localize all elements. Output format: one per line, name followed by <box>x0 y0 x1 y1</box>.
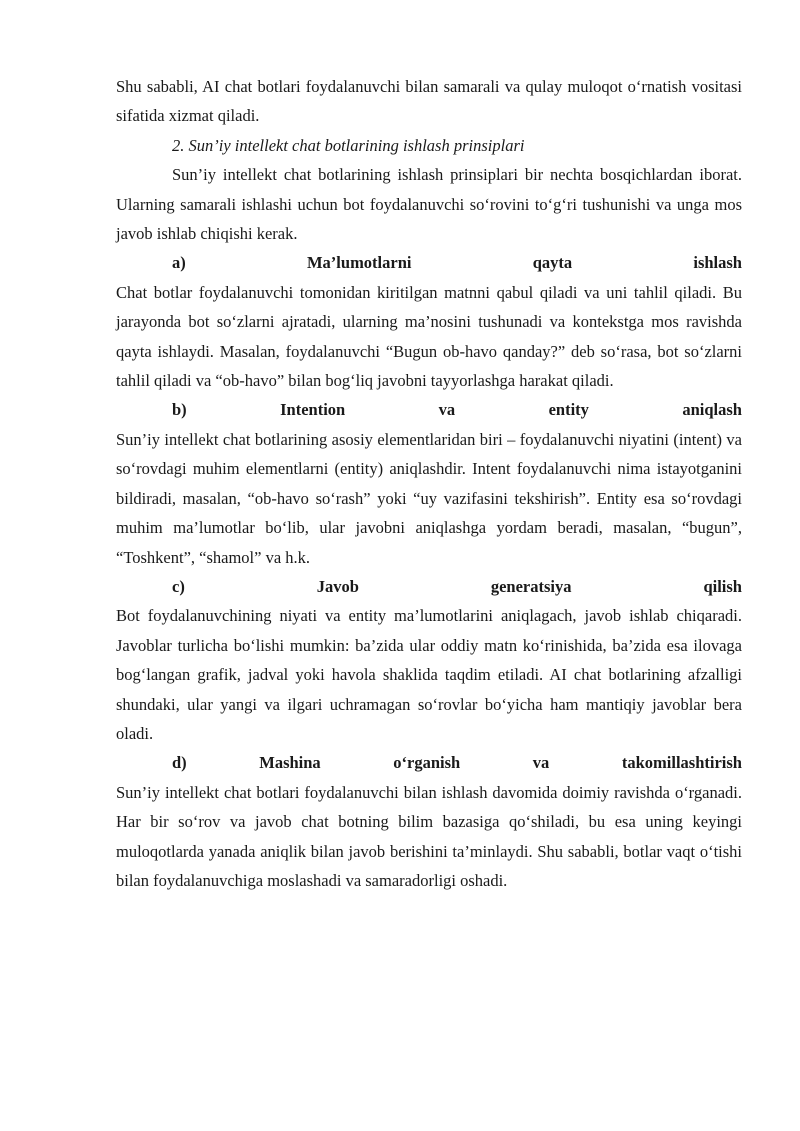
heading-word: Ma’lumotlarni <box>306 253 412 273</box>
subsection-body: Chat botlar foydalanuvchi tomonidan kiritilgan matnni qabul qiladi va uni tahlil qiladi. Bu jarayonda bot so‘zlarni ajratadi, ularning ma’nosini tushunadi va kontekstga mos ravishda qayta ishlaydi. Masalan, foydalanuvchi “Bugun ob-havo qanday?” deb so‘rasa, bot so‘zlarni tahlil qiladi va “ob-havo” bilan bog‘liq javobni tayyorlashga harakat qiladi. <box>116 282 742 391</box>
subsection-heading <box>116 572 742 601</box>
subsection-d <box>116 748 742 895</box>
heading-word: Mashina <box>259 753 321 773</box>
heading-word: c) <box>172 576 185 596</box>
subsection-a <box>116 248 742 395</box>
heading-word: va <box>438 400 456 420</box>
subsection-heading <box>116 248 742 277</box>
subsection-heading <box>116 748 742 777</box>
heading-word: generatsiya <box>490 576 572 596</box>
subsection-body: Bot foydalanuvchining niyati va entity ma’lumotlarini aniqlagach, javob ishlab chiqaradi. Javoblar turlicha bo‘lishi mumkin: ba’zida ular oddiy matn ko‘rinishida, ba’zida esa ilovaga bog‘langan grafik, jadval yoki havola shaklida taqdim etiladi. AI chat botlarining afzalligi shundaki, ular yangi va ilgari uchramagan so‘rovlar bo‘yicha ham mantiqiy javoblar bera oladi. <box>116 606 742 743</box>
heading-word: va <box>532 753 550 773</box>
subsection-b <box>116 395 742 571</box>
heading-word: takomillashtirish <box>621 753 742 773</box>
heading-word: aniqlash <box>682 400 742 420</box>
heading-word: d) <box>172 753 187 773</box>
heading-word: entity <box>548 400 589 420</box>
heading-word: Intention <box>280 400 346 420</box>
heading-word: o‘rganish <box>393 753 461 773</box>
section-lead-paragraph: Sun’iy intellekt chat botlarining ishlash prinsiplari bir nechta bosqichlardan iborat. Ularning samarali ishlashi uchun bot foydalanuvchi so‘rovini to‘g‘ri tushunishi va unga mos javob ishlab chiqishi kerak. <box>116 165 742 244</box>
subsection-c <box>116 572 742 748</box>
document-page <box>116 72 742 895</box>
heading-word: ishlash <box>693 253 742 273</box>
heading-word: b) <box>172 400 187 420</box>
subsection-body: Sun’iy intellekt chat botlarining asosiy elementlaridan biri – foydalanuvchi niyatini (intent) va so‘rovdagi muhim elementlarni (entity) aniqlashdir. Intent foydalanuvchi nima istayotganini bildiradi, masalan, “ob-havo so‘rash” yoki “uy vazifasini tekshirish”. Entity esa so‘rovdagi muhim ma’lumotlar bo‘lib, ular javobni aniqlashga yordam beradi, masalan, “bugun”, “Toshkent”, “shamol” va h.k. <box>116 429 742 567</box>
heading-word: qilish <box>703 576 742 596</box>
section-title: 2. Sun’iy intellekt chat botlarining ishlash prinsiplari <box>172 135 525 155</box>
subsection-body: Sun’iy intellekt chat botlari foydalanuvchi bilan ishlash davomida doimiy ravishda o‘rganadi. Har bir so‘rov va javob chat botning bilim bazasiga qo‘shiladi, bu esa uning keyingi muloqotlarda yanada aniqlik bilan javob berishini ta’minlaydi. Shu sababli, botlar vaqt o‘tishi bilan foydalanuvchiga moslashadi va samaradorligi oshadi. <box>116 782 742 890</box>
heading-word: qayta <box>532 253 573 273</box>
intro-paragraph: Shu sababli, AI chat botlari foydalanuvchi bilan samarali va qulay muloqot o‘rnatish vositasi sifatida xizmat qiladi. <box>116 77 742 126</box>
heading-word: Javob <box>316 576 359 596</box>
heading-word: a) <box>172 253 186 273</box>
subsection-heading <box>116 395 742 424</box>
